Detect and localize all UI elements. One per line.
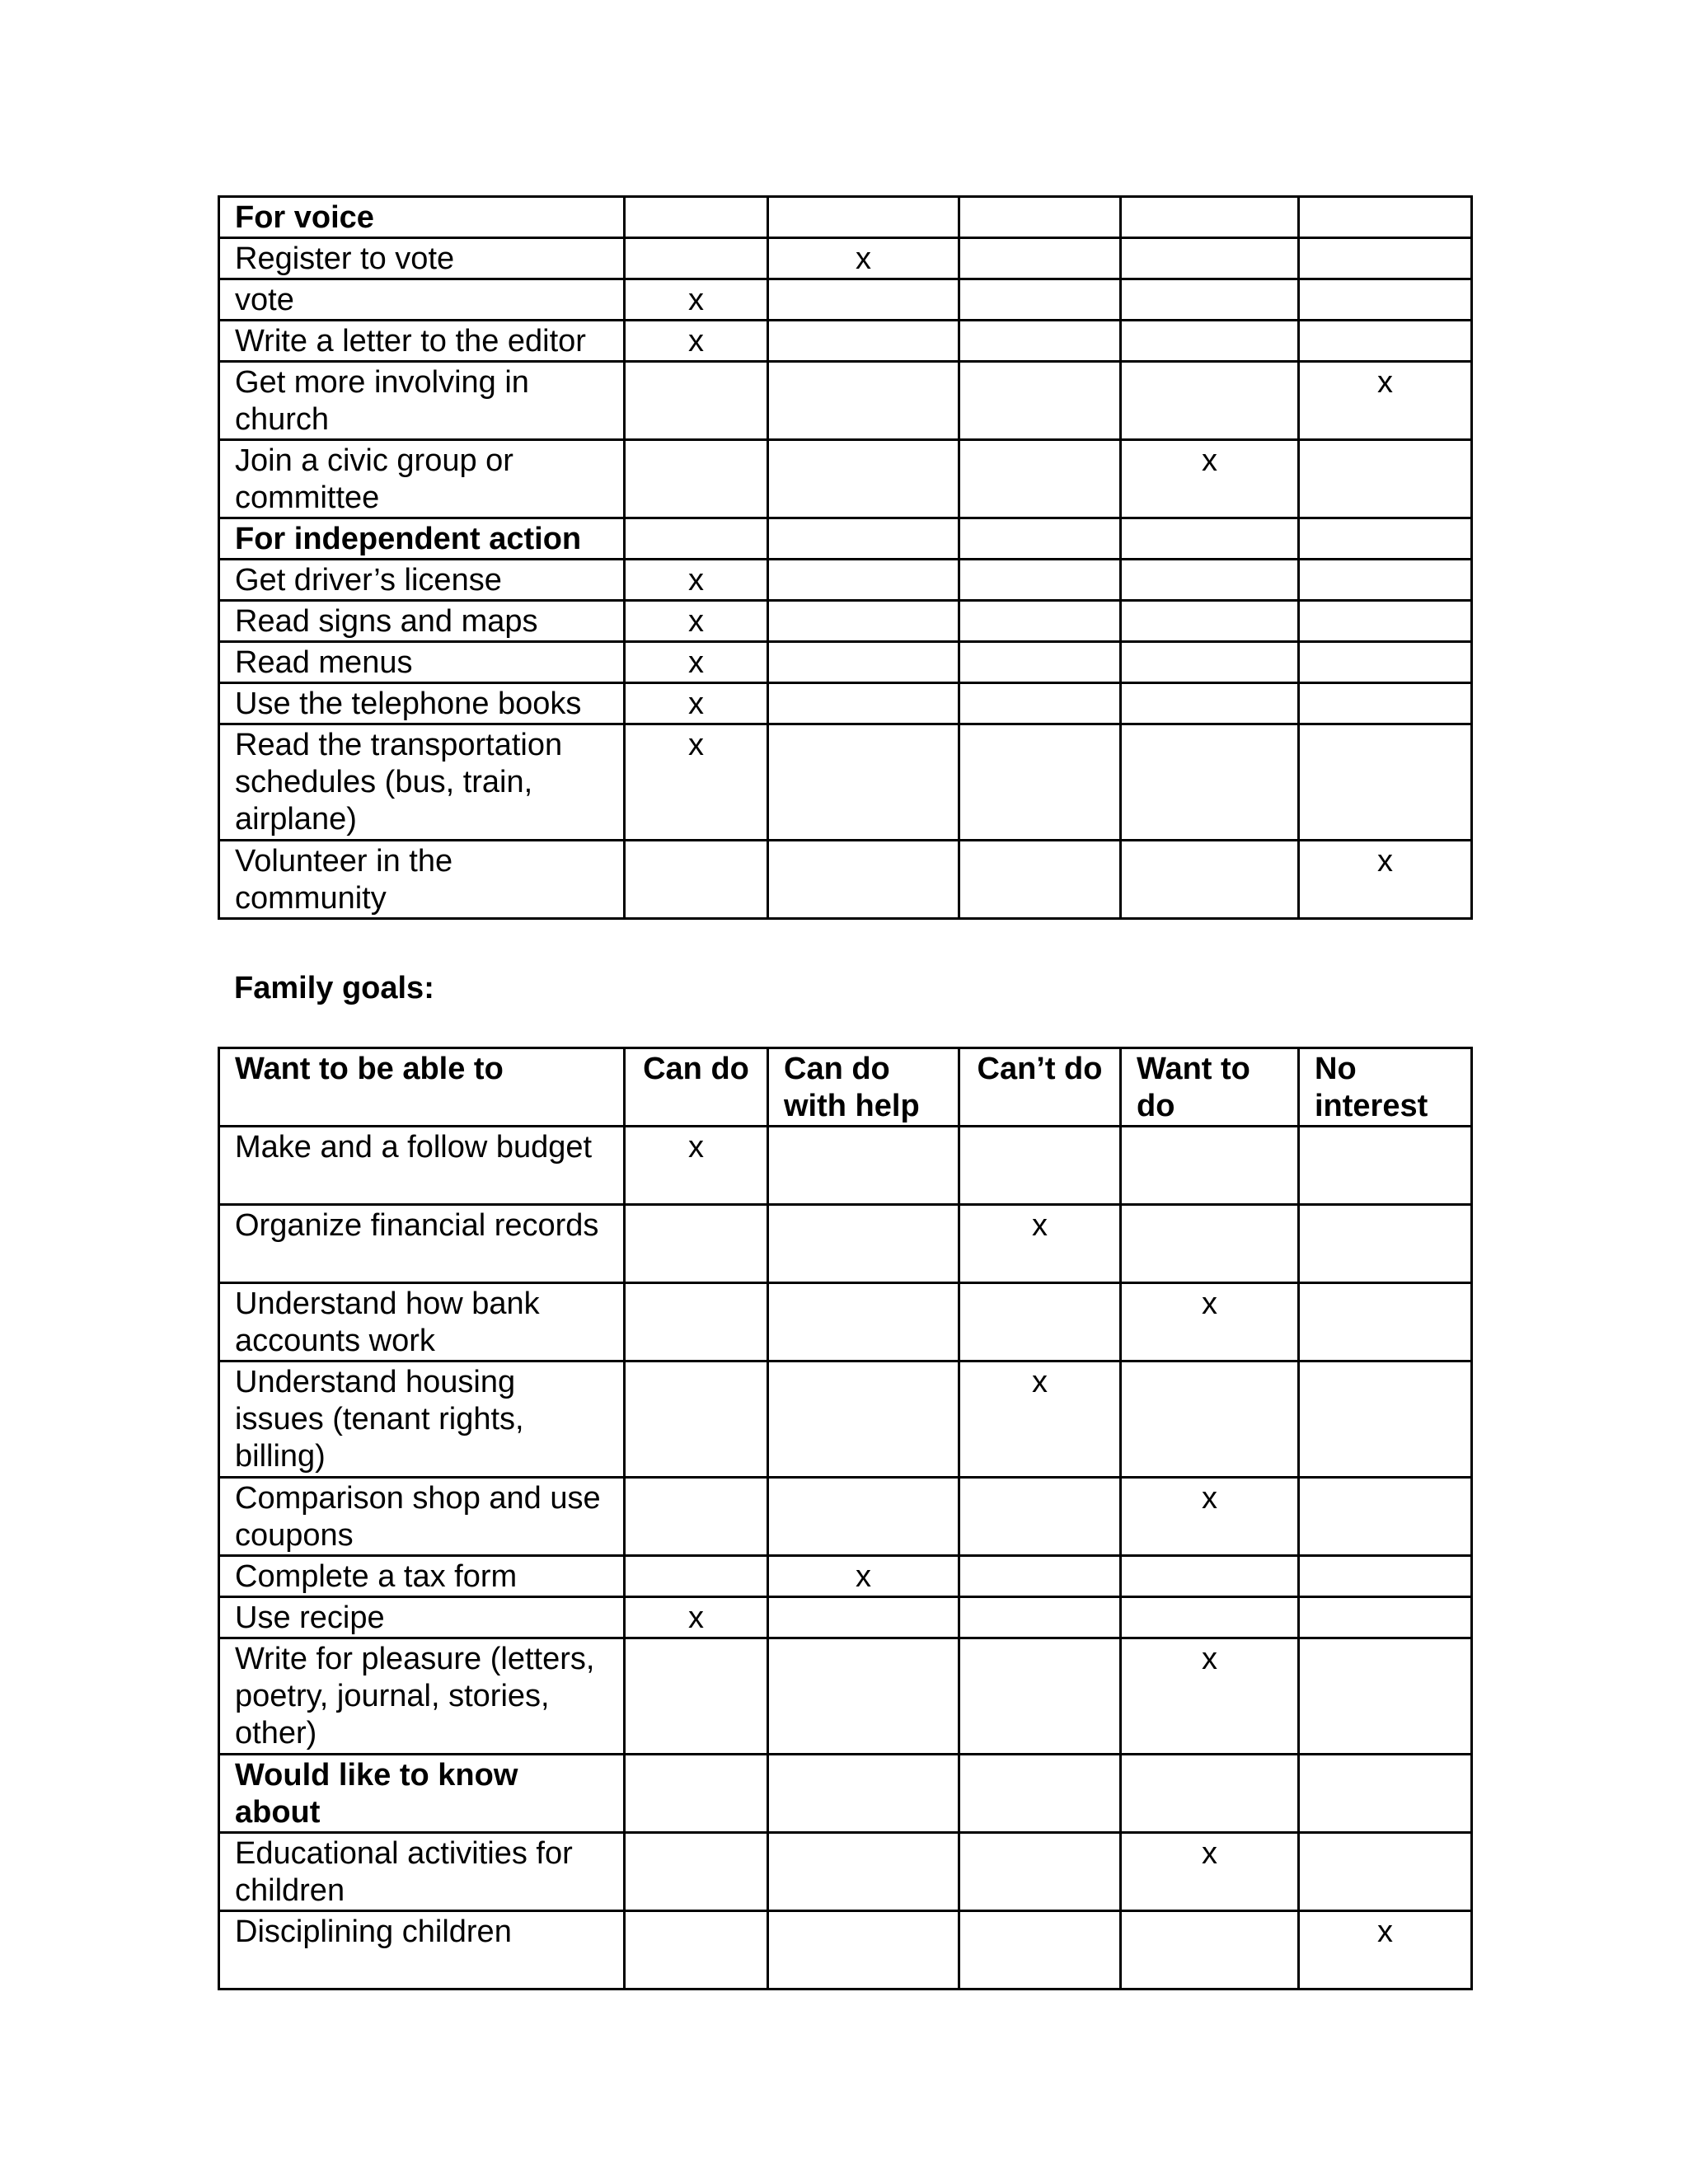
- mark-cell: [1299, 560, 1472, 601]
- table-row: [219, 1361, 1472, 1478]
- row-label: Join a civic group or committee: [219, 440, 625, 518]
- mark-cell: [1121, 1597, 1299, 1638]
- row-label: Volunteer in the community: [219, 841, 625, 919]
- mark-cell: x: [1299, 362, 1472, 440]
- mark-cell: [959, 724, 1121, 841]
- header-can-do: Can do: [625, 1048, 768, 1127]
- mark-cell: [625, 1205, 768, 1283]
- mark-cell: [959, 362, 1121, 440]
- mark-cell: [1299, 1597, 1472, 1638]
- mark-cell: [959, 601, 1121, 642]
- mark-cell: x: [625, 683, 768, 724]
- mark-cell: [1299, 1556, 1472, 1597]
- mark-cell: [959, 1833, 1121, 1911]
- header-want-to-be-able-to: Want to be able to: [219, 1048, 625, 1127]
- mark-cell: [959, 197, 1121, 238]
- mark-cell: [959, 1638, 1121, 1755]
- mark-cell: [768, 683, 959, 724]
- mark-cell: [768, 1597, 959, 1638]
- mark-cell: [959, 683, 1121, 724]
- mark-cell: x: [625, 1597, 768, 1638]
- mark-cell: x: [625, 279, 768, 321]
- header-want-to-do: Want to do: [1121, 1048, 1299, 1127]
- mark-cell: [768, 1361, 959, 1478]
- mark-cell: [1299, 1205, 1472, 1283]
- mark-cell: [959, 642, 1121, 683]
- mark-cell: [768, 1478, 959, 1556]
- family-goals-table-body: [219, 1127, 1472, 1990]
- row-label: Write for pleasure (letters, poetry, journal, stories, other): [219, 1638, 625, 1755]
- table-row: [219, 1478, 1472, 1556]
- mark-cell: [1121, 724, 1299, 841]
- row-label: Educational activities for children: [219, 1833, 625, 1911]
- mark-cell: [959, 238, 1121, 279]
- mark-cell: [1121, 362, 1299, 440]
- mark-cell: x: [1121, 1833, 1299, 1911]
- mark-cell: [959, 1127, 1121, 1205]
- mark-cell: x: [1299, 841, 1472, 919]
- table-row: [219, 1638, 1472, 1755]
- mark-cell: [1121, 1127, 1299, 1205]
- mark-cell: [1299, 1638, 1472, 1755]
- mark-cell: [1121, 1755, 1299, 1833]
- row-label: Read the transportation schedules (bus, train, airplane): [219, 724, 625, 841]
- mark-cell: [1299, 197, 1472, 238]
- table-row: [219, 1127, 1472, 1205]
- mark-cell: [1121, 841, 1299, 919]
- mark-cell: x: [625, 321, 768, 362]
- section-label: For voice: [219, 197, 625, 238]
- family-goals-header-row: [219, 1048, 1472, 1127]
- mark-cell: x: [959, 1205, 1121, 1283]
- row-label: Use the telephone books: [219, 683, 625, 724]
- mark-cell: [959, 1283, 1121, 1361]
- mark-cell: [1299, 1361, 1472, 1478]
- mark-cell: [959, 560, 1121, 601]
- mark-cell: [1121, 1911, 1299, 1990]
- mark-cell: [768, 279, 959, 321]
- mark-cell: [625, 238, 768, 279]
- mark-cell: [768, 1127, 959, 1205]
- row-label: Disciplining children: [219, 1911, 625, 1990]
- row-label: Get more involving in church: [219, 362, 625, 440]
- mark-cell: x: [625, 1127, 768, 1205]
- mark-cell: x: [1121, 1478, 1299, 1556]
- mark-cell: [1121, 1205, 1299, 1283]
- section-label: For independent action: [219, 518, 625, 560]
- row-label: Register to vote: [219, 238, 625, 279]
- mark-cell: [1121, 683, 1299, 724]
- row-label: Complete a tax form: [219, 1556, 625, 1597]
- mark-cell: [625, 1478, 768, 1556]
- mark-cell: [768, 1755, 959, 1833]
- table-row: [219, 841, 1472, 919]
- section-label: Would like to know about: [219, 1755, 625, 1833]
- mark-cell: [625, 362, 768, 440]
- mark-cell: x: [1121, 440, 1299, 518]
- table-row: [219, 1833, 1472, 1911]
- mark-cell: x: [768, 1556, 959, 1597]
- mark-cell: [625, 841, 768, 919]
- table-row: [219, 238, 1472, 279]
- mark-cell: [1299, 279, 1472, 321]
- mark-cell: [768, 518, 959, 560]
- table-row: [219, 683, 1472, 724]
- table-row: [219, 642, 1472, 683]
- mark-cell: [1299, 1283, 1472, 1361]
- mark-cell: x: [625, 724, 768, 841]
- mark-cell: [1299, 683, 1472, 724]
- mark-cell: [1299, 1755, 1472, 1833]
- row-label: Read signs and maps: [219, 601, 625, 642]
- header-can-do-with-help: Can do with help: [768, 1048, 959, 1127]
- mark-cell: [959, 321, 1121, 362]
- mark-cell: [625, 518, 768, 560]
- voice-independence-table: [218, 195, 1473, 920]
- mark-cell: [768, 1911, 959, 1990]
- row-label: Make and a follow budget: [219, 1127, 625, 1205]
- mark-cell: [1299, 1127, 1472, 1205]
- mark-cell: [959, 440, 1121, 518]
- mark-cell: [1299, 1478, 1472, 1556]
- mark-cell: x: [1121, 1283, 1299, 1361]
- table-row: [219, 1597, 1472, 1638]
- mark-cell: x: [625, 560, 768, 601]
- mark-cell: x: [1299, 1911, 1472, 1990]
- mark-cell: [625, 1638, 768, 1755]
- table-row: [219, 279, 1472, 321]
- row-label: Organize financial records: [219, 1205, 625, 1283]
- mark-cell: [1121, 197, 1299, 238]
- section-header-row: [219, 518, 1472, 560]
- mark-cell: [768, 1638, 959, 1755]
- mark-cell: [1121, 321, 1299, 362]
- mark-cell: [768, 321, 959, 362]
- mark-cell: [1121, 601, 1299, 642]
- mark-cell: x: [768, 238, 959, 279]
- mark-cell: [1121, 1556, 1299, 1597]
- mark-cell: [1121, 518, 1299, 560]
- mark-cell: [625, 1833, 768, 1911]
- table-row: [219, 1911, 1472, 1990]
- row-label: Understand how bank accounts work: [219, 1283, 625, 1361]
- family-goals-table: [218, 1047, 1473, 1990]
- mark-cell: [625, 197, 768, 238]
- mark-cell: [768, 197, 959, 238]
- mark-cell: [959, 1478, 1121, 1556]
- mark-cell: [768, 724, 959, 841]
- mark-cell: [768, 841, 959, 919]
- mark-cell: [1121, 642, 1299, 683]
- mark-cell: [768, 440, 959, 518]
- table-row: [219, 724, 1472, 841]
- mark-cell: [1299, 642, 1472, 683]
- table-row: [219, 1205, 1472, 1283]
- mark-cell: x: [625, 642, 768, 683]
- table-row: [219, 560, 1472, 601]
- row-label: Write a letter to the editor: [219, 321, 625, 362]
- mark-cell: [1299, 238, 1472, 279]
- header-cant-do: Can’t do: [959, 1048, 1121, 1127]
- mark-cell: [768, 362, 959, 440]
- mark-cell: [959, 1755, 1121, 1833]
- mark-cell: [768, 642, 959, 683]
- mark-cell: [1121, 238, 1299, 279]
- header-no-interest: No interest: [1299, 1048, 1472, 1127]
- mark-cell: [625, 1361, 768, 1478]
- table-row: [219, 362, 1472, 440]
- row-label: Comparison shop and use coupons: [219, 1478, 625, 1556]
- mark-cell: [625, 1283, 768, 1361]
- mark-cell: [625, 1755, 768, 1833]
- table-row: [219, 1283, 1472, 1361]
- row-label: Understand housing issues (tenant rights, billing): [219, 1361, 625, 1478]
- mark-cell: [1299, 518, 1472, 560]
- table-row: [219, 440, 1472, 518]
- mark-cell: [768, 560, 959, 601]
- row-label: Read menus: [219, 642, 625, 683]
- mark-cell: [1121, 1361, 1299, 1478]
- table-row: [219, 1556, 1472, 1597]
- mark-cell: [625, 1911, 768, 1990]
- section-header-row: [219, 1755, 1472, 1833]
- family-goals-heading: Family goals:: [234, 971, 434, 1005]
- mark-cell: [1299, 601, 1472, 642]
- table-row: [219, 321, 1472, 362]
- mark-cell: [959, 1597, 1121, 1638]
- mark-cell: [1299, 1833, 1472, 1911]
- mark-cell: [768, 1283, 959, 1361]
- mark-cell: [959, 1556, 1121, 1597]
- mark-cell: x: [959, 1361, 1121, 1478]
- mark-cell: [1299, 724, 1472, 841]
- row-label: Use recipe: [219, 1597, 625, 1638]
- mark-cell: [959, 1911, 1121, 1990]
- mark-cell: [768, 1205, 959, 1283]
- row-label: Get driver’s license: [219, 560, 625, 601]
- voice-table-body: [219, 197, 1472, 919]
- mark-cell: x: [1121, 1638, 1299, 1755]
- row-label: vote: [219, 279, 625, 321]
- mark-cell: x: [625, 601, 768, 642]
- mark-cell: [959, 518, 1121, 560]
- section-header-row: [219, 197, 1472, 238]
- mark-cell: [768, 1833, 959, 1911]
- mark-cell: [959, 279, 1121, 321]
- mark-cell: [768, 601, 959, 642]
- mark-cell: [1299, 321, 1472, 362]
- mark-cell: [625, 1556, 768, 1597]
- mark-cell: [959, 841, 1121, 919]
- mark-cell: [1121, 279, 1299, 321]
- mark-cell: [625, 440, 768, 518]
- mark-cell: [1299, 440, 1472, 518]
- mark-cell: [1121, 560, 1299, 601]
- table-row: [219, 601, 1472, 642]
